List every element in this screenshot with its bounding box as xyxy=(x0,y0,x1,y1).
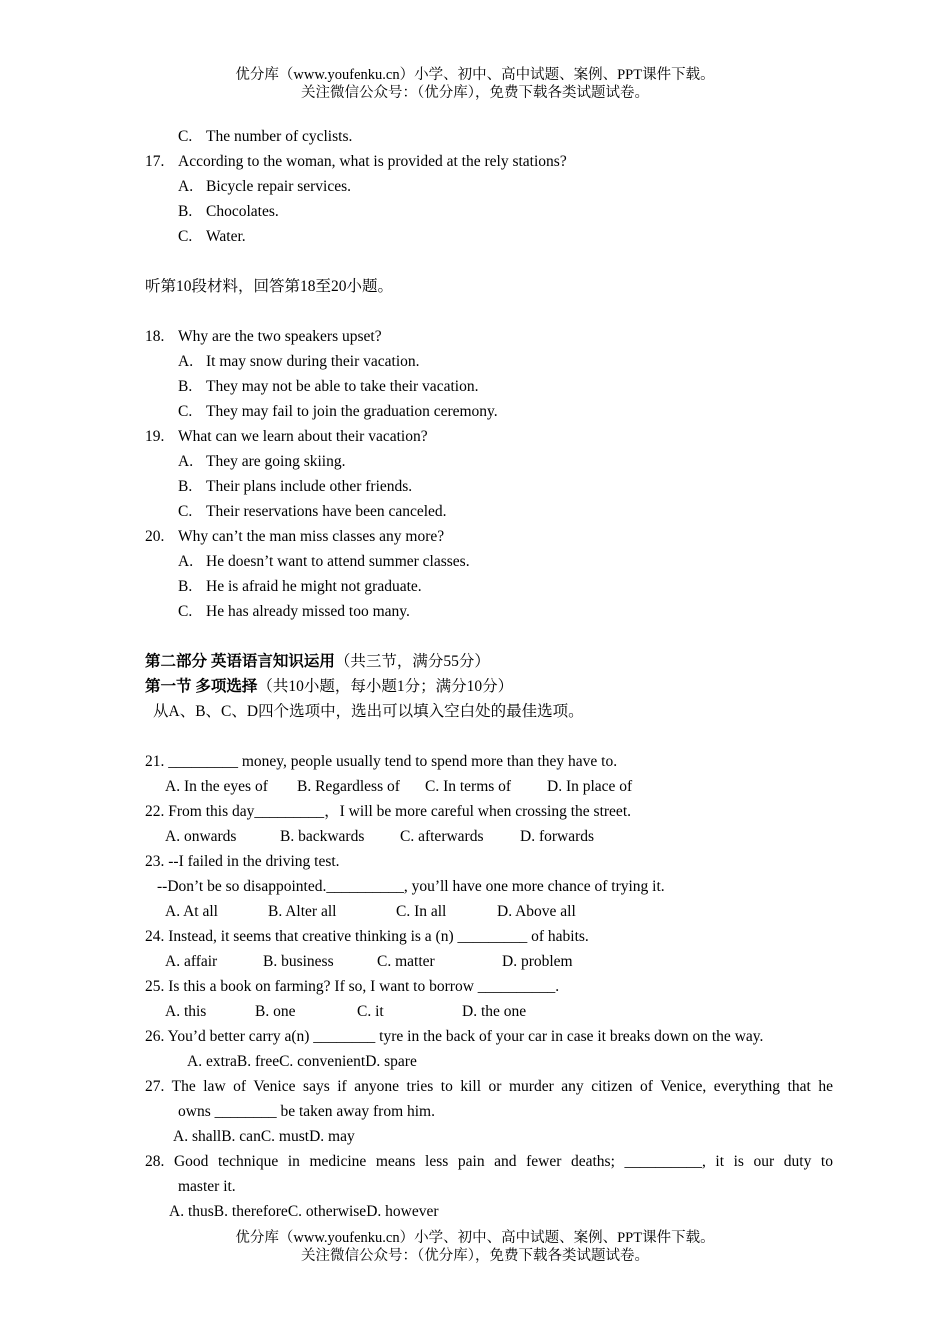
q20-option-c: C. He has already missed too many. xyxy=(178,603,410,620)
q18-option-b: B. They may not be able to take their vacation. xyxy=(178,378,479,395)
q18-option-a: A. It may snow during their vacation. xyxy=(178,353,420,370)
q24-stem: 24. Instead, it seems that creative thinking is a (n) _________ of habits. xyxy=(145,928,589,945)
q21-options: A. In the eyes of B. Regardless of C. In terms of D. In place of xyxy=(165,778,633,795)
q19-option-b: B. Their plans include other friends. xyxy=(178,478,413,495)
q22-stem: 22. From this day_________，I will be more careful when crossing the street. xyxy=(145,803,631,820)
listening-10-instruction: 听第10段材料，回答第18至20小题。 xyxy=(145,278,394,295)
q22-options: A. onwards B. backwards C. afterwards D. forwards xyxy=(165,828,595,845)
q17-option-b: B. Chocolates. xyxy=(178,203,279,220)
q18-stem: 18. Why are the two speakers upset? xyxy=(145,328,382,345)
q25-options: A. this B. one C. it D. the one xyxy=(165,1003,527,1020)
q24-options: A. affair B. business C. matter D. problem xyxy=(165,953,573,970)
page-header xyxy=(0,66,950,102)
header-line-2: 关注微信公众号：（优分库），免费下载各类试题试卷。 xyxy=(301,85,649,101)
section1-heading: 第一节 多项选择（共10小题，每小题1分；满分10分） xyxy=(145,678,514,695)
q28-stem: 28. Good technique in medicine means less pain and fewer deaths; __________, it is our duty to xyxy=(145,1153,833,1170)
footer-line-2: 关注微信公众号：（优分库），免费下载各类试题试卷。 xyxy=(301,1248,649,1264)
footer-line-1: 优分库（www.youfenku.cn）小学、初中、高中试题、案例、PPT课件下载。 xyxy=(235,1230,715,1246)
q20-stem: 20. Why can’t the man miss classes any more? xyxy=(145,528,445,545)
q20-option-a: A. He doesn’t want to attend summer classes. xyxy=(178,553,470,570)
q18-option-c: C. They may fail to join the graduation ceremony. xyxy=(178,403,498,420)
section1-instruction: 从A、B、C、D四个选项中，选出可以填入空白处的最佳选项。 xyxy=(153,703,584,720)
q19-option-c: C. Their reservations have been canceled. xyxy=(178,503,447,520)
q16-option-c: C. The number of cyclists. xyxy=(178,128,353,145)
q27-stem: 27. The law of Venice says if anyone tries to kill or murder any citizen of Venice, everything that he xyxy=(145,1078,833,1095)
q23-stem: 23. --I failed in the driving test. xyxy=(145,853,340,870)
page-footer xyxy=(0,1229,950,1265)
q17-option-c: C. Water. xyxy=(178,228,246,245)
q27-stem-cont: owns ________ be taken away from him. xyxy=(178,1103,435,1120)
exam-content xyxy=(145,124,833,1224)
q21-stem: 21. _________ money, people usually tend to spend more than they have to. xyxy=(145,753,618,770)
part2-heading: 第二部分 英语语言知识运用（共三节，满分55分） xyxy=(145,653,490,670)
q23-dialog: --Don’t be so disappointed.__________, you’ll have one more chance of trying it. xyxy=(157,878,665,895)
q27-options: A. shallB. canC. mustD. may xyxy=(173,1128,355,1145)
q26-stem: 26. You’d better carry a(n) ________ tyre in the back of your car in case it breaks down on the way. xyxy=(145,1028,764,1045)
q19-option-a: A. They are going skiing. xyxy=(178,453,346,470)
q28-options: A. thusB. thereforeC. otherwiseD. however xyxy=(169,1203,439,1220)
q17-stem: 17. According to the woman, what is provided at the rely stations? xyxy=(145,153,567,170)
q17-option-a: A. Bicycle repair services. xyxy=(178,178,352,195)
q20-option-b: B. He is afraid he might not graduate. xyxy=(178,578,422,595)
q25-stem: 25. Is this a book on farming? If so, I want to borrow __________. xyxy=(145,978,560,995)
q23-options: A. At all B. Alter all C. In all D. Above all xyxy=(165,903,576,920)
header-line-1: 优分库（www.youfenku.cn）小学、初中、高中试题、案例、PPT课件下载。 xyxy=(235,67,715,83)
q19-stem: 19. What can we learn about their vacation? xyxy=(145,428,428,445)
q28-stem-cont: master it. xyxy=(178,1178,236,1195)
q26-options: A. extraB. freeC. convenientD. spare xyxy=(187,1053,417,1070)
